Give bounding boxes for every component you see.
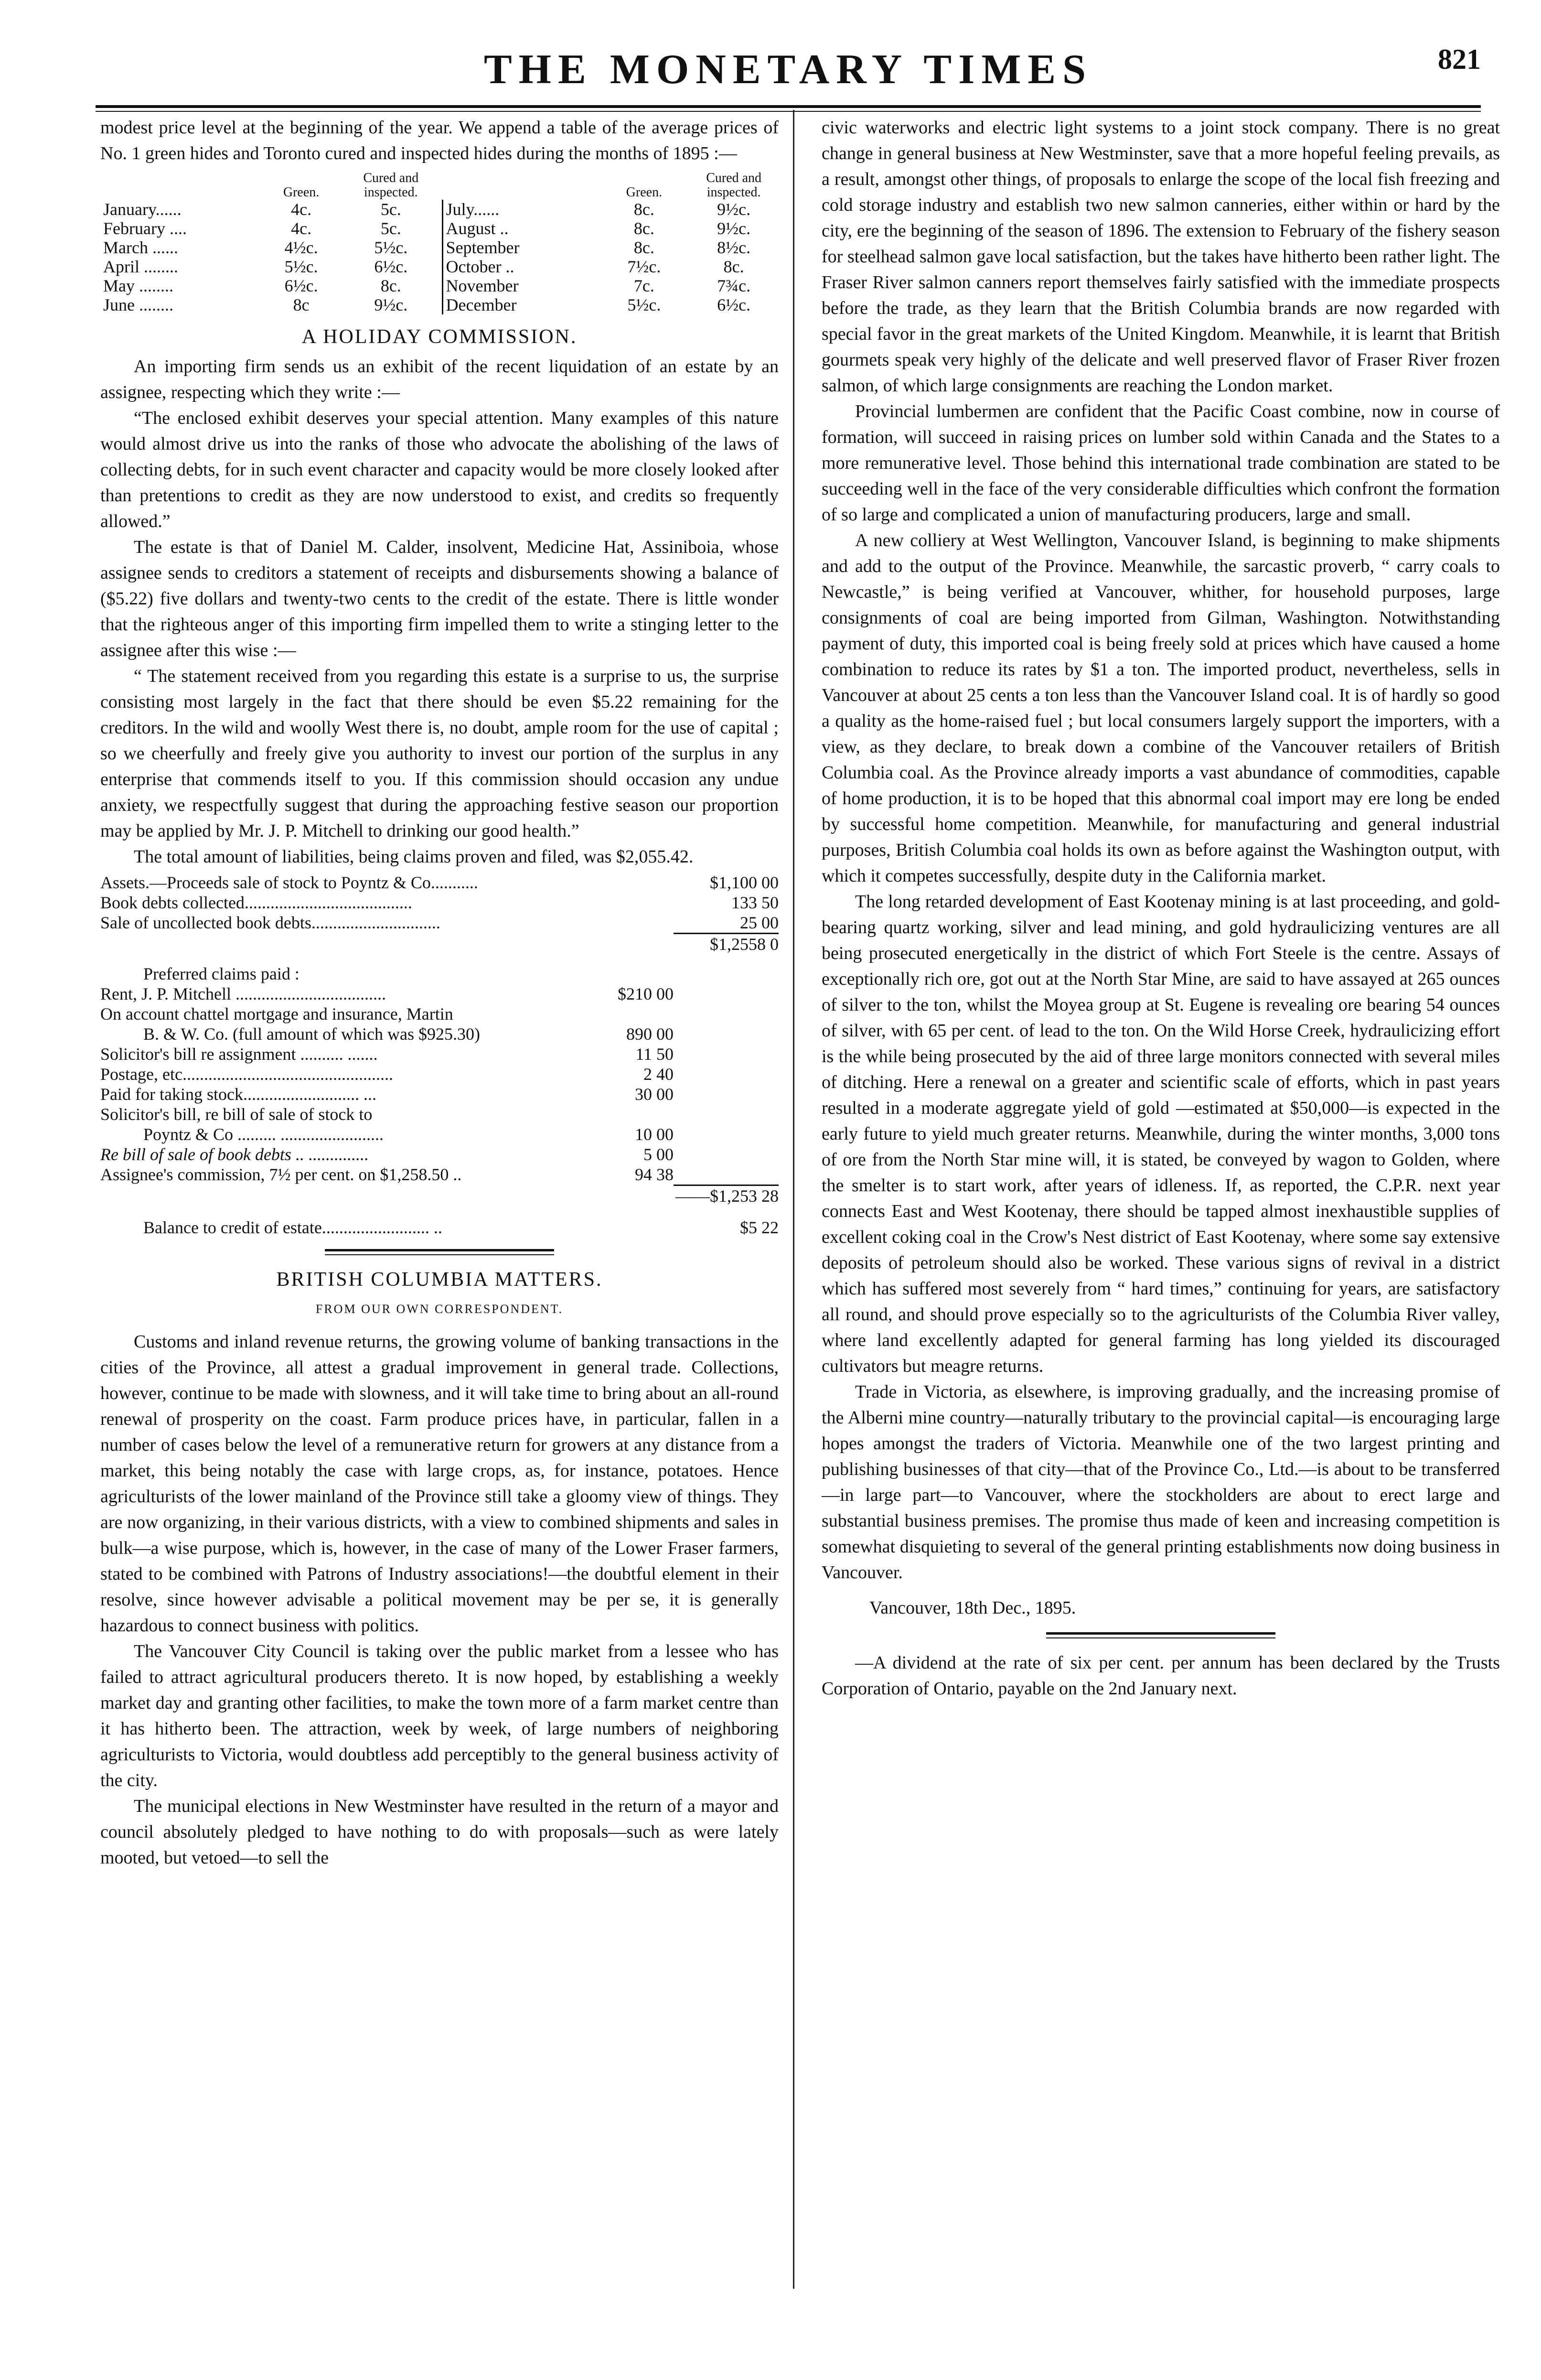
- section-divider: [1046, 1632, 1275, 1638]
- dateline: Vancouver, 18th Dec., 1895.: [869, 1598, 1076, 1618]
- hides-table-row: [100, 295, 779, 314]
- ledger-label: Solicitor's bill, re bill of sale of stock to: [100, 1105, 373, 1124]
- ledger-row: [100, 1084, 779, 1104]
- holiday-commission-heading: A HOLIDAY COMMISSION.: [301, 326, 578, 348]
- month-cell: February ....: [103, 219, 187, 238]
- ledger-label: Rent, J. P. Mitchell ...................................: [100, 984, 386, 1003]
- page-number: 821: [1438, 43, 1481, 75]
- ledger-row: [100, 1044, 779, 1064]
- bc-matters-heading: BRITISH COLUMBIA MATTERS.: [276, 1269, 603, 1291]
- section-divider: [325, 1249, 554, 1255]
- month-cell: August ..: [446, 219, 509, 238]
- green-price-cell: 8c.: [633, 219, 654, 238]
- masthead-rule-thin: [96, 111, 1481, 112]
- month-cell: December: [446, 295, 517, 314]
- dividend-notice: —A dividend at the rate of six per cent. per annum has been declared by the Trusts Corporation of Ontario, payable on the 2nd January next.: [822, 1653, 1500, 1699]
- green-price-cell: 5½c.: [627, 295, 661, 314]
- month-cell: March ......: [103, 238, 178, 257]
- ledger-row: [100, 933, 779, 954]
- cured-price-cell: 7¾c.: [717, 276, 751, 295]
- ledger-amount: 2 40: [643, 1065, 674, 1084]
- cured-price-cell: 6½c.: [717, 295, 751, 314]
- holiday-paragraph: The total amount of liabilities, being claims proven and filed, was $2,055.42.: [134, 847, 694, 867]
- ledger-amount: 5 00: [643, 1145, 674, 1164]
- ledger-label: Balance to credit of estate......................... ..: [143, 1218, 442, 1237]
- month-cell: October ..: [446, 257, 514, 276]
- ledger-amount: 890 00: [626, 1024, 674, 1044]
- ledger-row: [100, 913, 779, 933]
- bc-paragraph: A new colliery at West Wellington, Vancouver Island, is beginning to make shipments and add to the output of the Province. Meanwhile, the sarcastic proverb, “ carry coals to Newcastle,” is being verified at Vancouver, whither, for household purposes, large consignments of coal are being imported from Gilman, Washington. Notwithstanding payment of duty, this imported coal is being freely sold at prices which have caused a home combination to reduce its rates by $1 a ton. The imported product, nevertheless, sells in Vancouver at about 25 cents a ton less than the Vancouver Island coal. It is of hardly so good a quality as the home-raised fuel ; but local consumers largely support the importers, with a view, as they declare, to break down a combine of the Vancouver retailers of British Columbia coal. As the Province already imports a vast abundance of commodities, capable of home production, it is to be hoped that this abnormal coal import may ere long be ended by successful home competition. Meanwhile, for manufacturing and general industrial purposes, British Columbia coal holds its own as before against the Washington output, with which it competes successfully, despite duty in the California market.: [822, 530, 1500, 886]
- bc-paragraph: Provincial lumbermen are confident that the Pacific Coast combine, now in course of formation, will succeed in raising prices on lumber sold within Canada and the States to a more remunerative level. Those behind this international trade combination are stated to be succeeding well in the face of the very considerable difficulties which confront the formation of so large and complicated a union of manufacturing producers, large and small.: [822, 401, 1500, 525]
- table-separator: [436, 238, 442, 257]
- month-cell: May ........: [103, 276, 173, 295]
- ledger-label: Sale of uncollected book debts..............................: [100, 913, 440, 932]
- column-divider: [793, 110, 794, 2289]
- bc-paragraph: Customs and inland revenue returns, the growing volume of banking transactions in the cities of the Province, all attest a gradual improvement in general trade. Collections, however, continue to be made with slowness, and it will take time to bring about an all-round renewal of prosperity on the coast. Farm produce prices have, in particular, fallen in a number of cases below the level of a remunerative return for growers at any distance from a market, this being notably the case with large crops, as, for instance, potatoes. Hence agriculturists of the lower mainland of the Province still take a gloomy view of things. They are now organizing, in their various districts, with a view to combined shipments and sales in bulk—a wise purpose, which is, however, in the case of many of the Lower Fraser farmers, stated to be combined with Patrons of Industry associations!—the doubtful element in their resolve, since however advisable a political movement may be per se, it is generally hazardous to connect business with politics.: [100, 1332, 779, 1636]
- ledger-row: [100, 1124, 779, 1144]
- table-separator: [436, 276, 442, 295]
- intro-paragraph: modest price level at the beginning of the year. We append a table of the average prices of No. 1 green hides and Toronto cured and inspected hides during the months of 1895 :—: [100, 118, 779, 163]
- ledger-row: [100, 893, 779, 913]
- ledger-row: [100, 872, 779, 893]
- ledger-label: Poyntz & Co ......... ........................: [143, 1125, 384, 1144]
- hides-table-row: [100, 238, 779, 257]
- ledger-amount: 11 50: [635, 1045, 674, 1064]
- holiday-paragraph: The estate is that of Daniel M. Calder, insolvent, Medicine Hat, Assiniboia, whose assignee sends to creditors a statement of receipts and disbursements showing a balance of ($5.22) five dollars and twenty-two cents to the credit of the estate. There is little wonder that the righteous anger of this importing firm impelled them to write a stinging letter to the assignee after this wise :—: [100, 537, 779, 660]
- ledger-row: [100, 1185, 779, 1206]
- ledger-row: [100, 1164, 779, 1185]
- hides-table-row: [100, 257, 779, 276]
- estate-ledger: [100, 872, 779, 1238]
- bc-paragraph: The municipal elections in New Westminster have resulted in the return of a mayor and council absolutely pledged to have nothing to do with proposals—such as were lately mooted, but vetoed—to sell the: [100, 1796, 779, 1868]
- ledger-label: Re bill of sale of book debts .. ..............: [100, 1145, 369, 1164]
- cured-price-cell: 9½c.: [717, 219, 751, 238]
- ledger-amount: 133 50: [731, 893, 779, 912]
- ledger-label: On account chattel mortgage and insurance, Martin: [100, 1004, 453, 1023]
- ledger-row: [100, 1024, 779, 1044]
- cured-price-cell: 5c.: [380, 219, 401, 238]
- cured-price-cell: 6½c.: [374, 257, 408, 276]
- ledger-label: Paid for taking stock........................... ...: [100, 1085, 376, 1104]
- cured-price-cell: 9½c.: [717, 200, 751, 219]
- ledger-row: [100, 1004, 779, 1024]
- green-price-cell: 7c.: [633, 276, 654, 295]
- hides-table-row: [100, 219, 779, 238]
- ledger-amount: 30 00: [635, 1085, 674, 1104]
- green-price-cell: 5½c.: [284, 257, 318, 276]
- col-header-cured: Cured and inspected.: [706, 171, 762, 200]
- ledger-amount: $1,100 00: [710, 873, 779, 892]
- cured-price-cell: 8c.: [723, 257, 744, 276]
- ledger-row: [100, 1217, 779, 1238]
- green-price-cell: 8c: [293, 295, 310, 314]
- table-separator: [436, 200, 442, 219]
- bc-matters-subheading: FROM OUR OWN CORRESPONDENT.: [315, 1302, 564, 1316]
- publication-title: THE MONETARY TIMES: [483, 46, 1093, 93]
- ledger-amount: 94 38: [635, 1165, 674, 1184]
- ledger-row: [100, 1144, 779, 1164]
- cured-price-cell: 8c.: [380, 276, 401, 295]
- green-price-cell: 4c.: [291, 200, 312, 219]
- ledger-label: Assignee's commission, 7½ per cent. on $1,258.50 ..: [100, 1165, 462, 1184]
- ledger-label: Assets.—Proceeds sale of stock to Poyntz & Co...........: [100, 873, 478, 892]
- table-separator: [436, 257, 442, 276]
- month-cell: June ........: [103, 295, 173, 314]
- ledger-row: [100, 1064, 779, 1084]
- table-separator: [436, 219, 442, 238]
- green-price-cell: 7½c.: [627, 257, 661, 276]
- ledger-amount: 25 00: [740, 913, 779, 932]
- col-header-cured: Cured and inspected.: [363, 171, 419, 200]
- bc-paragraph: Trade in Victoria, as elsewhere, is improving gradually, and the increasing promise of the Alberni mine country—naturally tributary to the provincial capital—is encouraging large hopes amongst the traders of Victoria. Meanwhile one of the two largest printing and publishing businesses of that city—that of the Province Co., Ltd.—is about to be transferred—in large part—to Vancouver, where the stockholders are about to erect large and substantial business premises. The promise thus made of keen and increasing competition is somewhat disquieting to several of the general printing establishments now doing business in Vancouver.: [822, 1382, 1500, 1583]
- bc-paragraph: The long retarded development of East Kootenay mining is at last proceeding, and gold-bearing quartz working, silver and lead mining, and gold hydraulicizing ventures are all being prosecuted energetically in the district of which Fort Steele is the centre. Assays of exceptionally rich ore, got out at the North Star Mine, are said to have assayed at 265 ounces of silver to the ton, whilst the Moyea group at St. Eugene is revealing ore bearing 54 ounces of silver, with 65 per cent. of lead to the ton. On the Wild Horse Creek, hydraulicizing effort is the while being prosecuted by the aid of three large monitors connected with several miles of ditching. Here a renewal on a greater and scientific scale of efforts, which in past years resulted in a moderate aggregate yield of gold —estimated at $50,000—is expected in the early future to yield much greater returns. Meanwhile, during the winter months, 3,000 tons of ore from the North Star mine will, it is stated, be conveyed by wagon to Golden, where the smelter is to start work, after years of idleness. If, as reported, the C.P.R. next year connects East and West Kootenay, there should be tapped almost inexhaustible supplies of excellent coking coal in the Crow's Nest district of East Kootenay, where some say extensive deposits of petroleum should also be worked. These various signs of revival in a district which has suffered most severely from “ hard times,” continuing for years, are satisfactory all round, and should prove especially so to the agriculturists of the Columbia River valley, where land excellently adapted for general farming has long yielded its discouraged cultivators but meagre returns.: [822, 892, 1500, 1376]
- green-price-cell: 8c.: [633, 200, 654, 219]
- green-price-cell: 8c.: [633, 238, 654, 257]
- ledger-label: Book debts collected.......................................: [100, 893, 412, 912]
- col-header-green: Green.: [283, 185, 320, 200]
- left-column: [100, 115, 779, 1871]
- ledger-label: B. & W. Co. (full amount of which was $925.30): [143, 1024, 480, 1044]
- ledger-row: [100, 1104, 779, 1124]
- ledger-row: [100, 984, 779, 1004]
- hides-table-row: [100, 200, 779, 219]
- holiday-paragraph: “The enclosed exhibit deserves your special attention. Many examples of this nature would almost drive us into the ranks of those who advocate the abolishing of the laws of collecting debts, for in such event character and capacity would be more closely looked after than pretentions to credit as they are now understood to exist, and credits so frequently allowed.”: [100, 408, 779, 531]
- table-separator: [436, 295, 442, 314]
- cured-price-cell: 5c.: [380, 200, 401, 219]
- ledger-disbursement-total: ——$1,253 28: [674, 1185, 779, 1206]
- ledger-amount: $210 00: [618, 984, 674, 1003]
- right-column: [822, 115, 1500, 1702]
- col-header-green: Green.: [626, 185, 663, 200]
- cured-price-cell: 9½c.: [374, 295, 408, 314]
- masthead: [96, 45, 1481, 103]
- masthead-rule: [96, 105, 1481, 108]
- month-cell: April ........: [103, 257, 178, 276]
- cured-price-cell: 8½c.: [717, 238, 751, 257]
- ledger-label: Solicitor's bill re assignment .......... .......: [100, 1045, 378, 1064]
- holiday-paragraph: An importing firm sends us an exhibit of the recent liquidation of an estate by an assignee, respecting which they write :—: [100, 356, 779, 402]
- ledger-label: Preferred claims paid :: [143, 964, 300, 983]
- month-cell: January......: [103, 200, 182, 219]
- bc-paragraph: The Vancouver City Council is taking over the public market from a lessee who has failed to attract agricultural producers thereto. It is now hoped, by establishing a weekly market day and granting other facilities, to make the town more of a farm market centre than it has hitherto been. The attraction, week by week, of large numbers of neighboring agriculturists to Victoria, would doubtless add perceptibly to the general business activity of the city.: [100, 1641, 779, 1790]
- ledger-balance: $5 22: [740, 1218, 779, 1237]
- month-cell: July......: [446, 200, 500, 219]
- green-price-cell: 4c.: [291, 219, 312, 238]
- hides-price-table: [100, 171, 779, 314]
- ledger-row: [100, 964, 779, 984]
- month-cell: November: [446, 276, 519, 295]
- ledger-assets-total: $1,2558 0: [674, 933, 779, 954]
- month-cell: September: [446, 238, 520, 257]
- cured-price-cell: 5½c.: [374, 238, 408, 257]
- hides-table-row: [100, 276, 779, 295]
- ledger-amount: 10 00: [635, 1125, 674, 1144]
- green-price-cell: 4½c.: [284, 238, 318, 257]
- holiday-paragraph: “ The statement received from you regarding this estate is a surprise to us, the surprise consisting most largely in the fact that there should be even $5.22 remaining for the creditors. In the wild and woolly West there is, no doubt, ample room for the use of capital ; so we cheerfully and freely give you authority to invest our portion of the surplus in any enterprise that commends itself to you. If this commission should occasion any undue anxiety, we respectfully suggest that during the approaching festive season our proportion may be applied by Mr. J. P. Mitchell to drinking our good health.”: [100, 666, 779, 841]
- ledger-label: Postage, etc.................................................: [100, 1065, 393, 1084]
- green-price-cell: 6½c.: [284, 276, 318, 295]
- bc-paragraph-continued: civic waterworks and electric light systems to a joint stock company. There is no great change in general business at New Westminster, save that a more hopeful feeling prevails, as a result, amongst other things, of proposals to enlarge the scope of the local fish freezing and cold storage industry and establish two new salmon canneries, either within or hard by the city, ere the beginning of the season of 1896. The extension to February of the fishery season for steelhead salmon gave local satisfaction, but the takes have hitherto been rather light. The Fraser River salmon canners report themselves fairly satisfied with the immediate prospects before the trade, as they learn that the British Columbia brands are now regarded with special favor in the great markets of the United Kingdom. Meanwhile, it is learnt that British gourmets speak very highly of the delicate and well preserved flavor of Fraser River frozen salmon, of which large consignments are reaching the London market.: [822, 118, 1500, 396]
